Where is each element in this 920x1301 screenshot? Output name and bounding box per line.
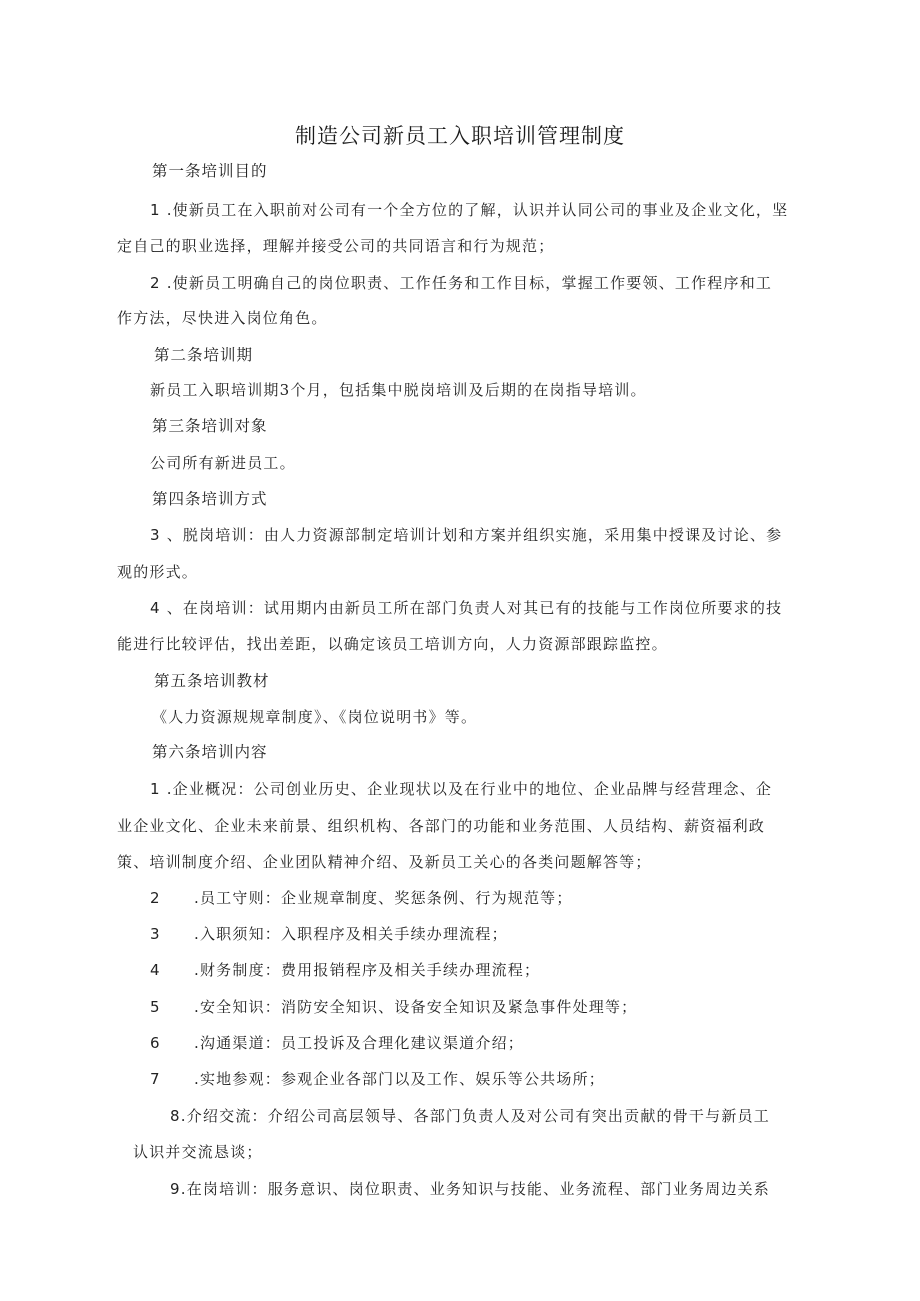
item-number: 2	[150, 274, 161, 292]
para-text: .介绍交流：介绍公司高层领导、各部门负责人及对公司有突出贡献的骨干与新员工	[180, 1107, 770, 1125]
section-3-body: 公司所有新进员工。	[150, 454, 296, 472]
section-4-para-3-line-2: 观的形式。	[117, 563, 199, 581]
section-2-heading: 第二条培训期	[154, 346, 254, 364]
section-5-heading: 第五条培训教材	[154, 672, 270, 690]
para-text: .企业概况：公司创业历史、企业现状以及在行业中的地位、企业品牌与经营理念、企	[166, 780, 773, 798]
item-number: 6	[150, 1034, 161, 1052]
section-6-item-8-line-2: 认识并交流恳谈；	[133, 1143, 263, 1161]
section-1-heading: 第一条培训目的	[152, 162, 268, 180]
item-text: .沟通渠道：员工投诉及合理化建议渠道介绍；	[194, 1034, 524, 1052]
section-6-item-8-line-1	[170, 1105, 770, 1127]
section-6-item-9-line-1	[170, 1178, 770, 1200]
item-number: 9	[170, 1180, 181, 1198]
para-text: 、脱岗培训：由人力资源部制定培训计划和方案并组织实施，采用集中授课及讨论、参	[166, 526, 783, 544]
section-1-para-2-line-2: 作方法，尽快进入岗位角色。	[117, 309, 328, 327]
item-text: .入职须知：入职程序及相关手续办理流程；	[194, 925, 508, 943]
item-text: .实地参观：参观企业各部门以及工作、娱乐等公共场所；	[194, 1070, 605, 1088]
item-number: 1	[150, 780, 161, 798]
item-number: 3	[150, 526, 161, 544]
section-6-item	[150, 996, 637, 1018]
section-1-para-1-line-1	[150, 199, 788, 221]
document-title: 制造公司新员工入职培训管理制度	[295, 124, 625, 148]
section-6-item	[150, 1068, 605, 1090]
item-number: 1	[150, 201, 161, 219]
item-number: 4	[150, 599, 161, 617]
section-5-body: 《人力资源规规章制度》、《岗位说明书》等。	[152, 708, 478, 726]
section-6-item-1-line-2: 业企业文化、企业未来前景、组织机构、各部门的功能和业务范围、人员结构、薪资福利政	[117, 817, 766, 835]
section-6-heading: 第六条培训内容	[152, 743, 268, 761]
section-6-item-1-line-3: 策、培训制度介绍、企业团队精神介绍、及新员工关心的各类问题解答等；	[117, 853, 652, 871]
item-number: 5	[150, 998, 161, 1016]
para-text: .使新员工明确自己的岗位职责、工作任务和工作目标，掌握工作要领、工作程序和工	[166, 274, 773, 292]
section-6-item	[150, 923, 508, 945]
item-number: 3	[150, 925, 161, 943]
section-1-para-2-line-1	[150, 272, 772, 294]
section-1-para-1-line-2: 定自己的职业选择，理解并接受公司的共同语言和行为规范；	[117, 237, 555, 255]
item-number: 8	[170, 1107, 181, 1125]
section-4-para-3-line-1	[150, 524, 782, 546]
section-6-item	[150, 1032, 524, 1054]
section-6-item	[150, 959, 540, 981]
item-number: 4	[150, 961, 161, 979]
section-6-item-1-line-1	[150, 778, 772, 800]
para-text: .在岗培训：服务意识、岗位职责、业务知识与技能、业务流程、部门业务周边关系	[180, 1180, 770, 1198]
item-number: 2	[150, 889, 161, 907]
section-6-item	[150, 887, 573, 909]
section-3-heading: 第三条培训对象	[152, 417, 268, 435]
para-text: .使新员工在入职前对公司有一个全方位的了解，认识并认同公司的事业及企业文化，坚	[166, 201, 789, 219]
item-number: 7	[150, 1070, 161, 1088]
item-text: .员工守则：企业规章制度、奖惩条例、行为规范等；	[194, 889, 573, 907]
section-4-para-4-line-1	[150, 597, 782, 619]
item-text: .财务制度：费用报销程序及相关手续办理流程；	[194, 961, 541, 979]
section-4-heading: 第四条培训方式	[152, 490, 268, 508]
section-4-para-4-line-2: 能进行比较评估，找出差距，以确定该员工培训方向，人力资源部跟踪监控。	[117, 635, 668, 653]
para-text: 、在岗培训：试用期内由新员工所在部门负责人对其已有的技能与工作岗位所要求的技	[166, 599, 783, 617]
item-text: .安全知识：消防安全知识、设备安全知识及紧急事件处理等；	[194, 998, 638, 1016]
section-2-body: 新员工入职培训期3个月，包括集中脱岗培训及后期的在岗指导培训。	[150, 381, 647, 399]
